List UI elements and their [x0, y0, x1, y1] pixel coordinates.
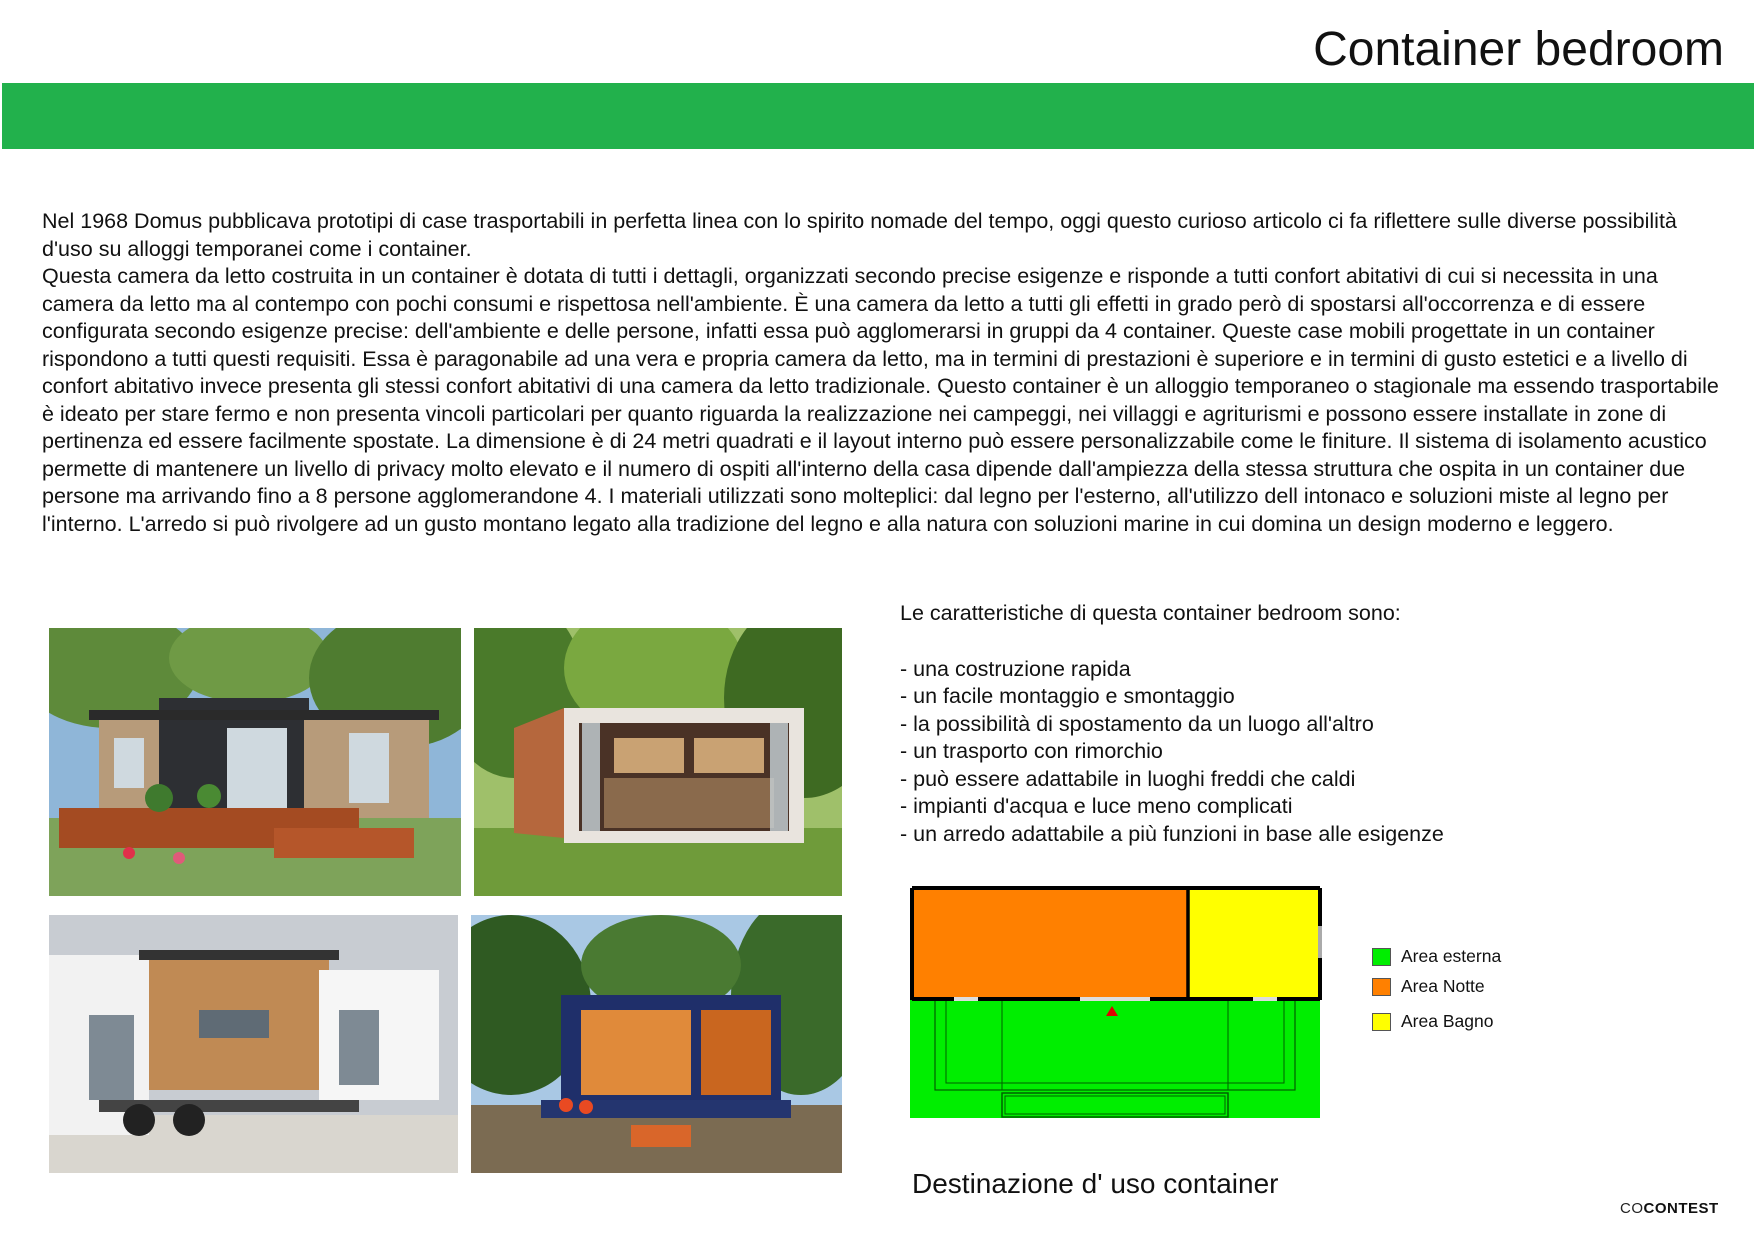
intro-paragraph: Questa camera da letto costruita in un container è dotata di tutti i dettagli, organizzati secondo precise esigenze e risponde a tutti confort abitativi di cui si necessita in una camera da letto ma al contempo con pochi consumi e rispettosa nell'ambiente. È una camera da letto a tutti gli effetti in grado però di spostarsi all'occorrenza e di essere configurata secondo esigenze precise: dell'ambiente e delle persone, infatti essa può agglomerarsi in gruppi da 4 container. Queste case mobili progettate in un container rispondono a tutti questi requisiti. Essa è paragonabile ad una vera e propria camera da letto, ma in termini di prestazioni è superiore e in termini di gusto estetici e a livello di confort abitativo invece presenta gli stessi confort abitativi di una camera da letto tradizionale. Questo container è un alloggio temporaneo o stagionale ma essendo trasportabile è ideato per stare fermo e non presenta vincoli particolari per quanto riguarda la realizzazione nei campeggi, nei villaggi e agriturismi e possono essere installate in zone di pertinenza ed essere facilmente spostate. La dimensione è di 24 metri quadrati e il layout interno può essere personalizzabile come le finiture. Il sistema di isolamento acustico permette di mantenere un livello di privacy molto elevato e il numero di ospiti all'interno della casa dipende dall'ampiezza della stessa struttura che ospita in un container due persone ma arrivando fino a 8 persone agglomerandone 4. I materiali utilizzati sono molteplici: dal legno per l'esterno, all'utilizzo dell intonaco e soluzioni miste al legno per l'interno. L'arredo si può rivolgere ad un gusto montano legato alla tradizione del legno e alla natura con soluzioni marine in cui domina un design moderno e leggero. [42, 264, 1719, 536]
list-item: - un arredo adattabile a più funzioni in base alle esigenze [900, 821, 1444, 846]
list-item: - una costruzione rapida [900, 656, 1131, 681]
legend-label: Area Bagno [1401, 1011, 1494, 1031]
features-block [900, 600, 1444, 848]
legend-swatch [1372, 948, 1391, 966]
legend-label: Area Notte [1401, 976, 1485, 996]
list-item: - impianti d'acqua e luce meno complicati [900, 794, 1293, 818]
brand-prefix: CO [1620, 1200, 1644, 1217]
legend-item-area-notte [1372, 976, 1485, 997]
photo-container-on-wheels [49, 915, 458, 1173]
intro-paragraph: Nel 1968 Domus pubblicava prototipi di case trasportabili in perfetta linea con lo spirito nomade del tempo, oggi questo curioso articolo ci fa riflettere sulle diverse possibilità d'uso su alloggi temporanei come i container. [42, 209, 1677, 261]
legend-swatch [1372, 978, 1391, 996]
photo-container-open-front [474, 628, 842, 896]
legend-item-area-esterna [1372, 946, 1501, 967]
floor-plan-diagram [910, 886, 1322, 1120]
legend-item-area-bagno [1372, 1011, 1493, 1032]
intro-text [42, 208, 1732, 538]
features-heading: Le caratteristiche di questa container bedroom sono: [900, 601, 1401, 625]
list-item: - un facile montaggio e smontaggio [900, 684, 1235, 708]
list-item: - un trasporto con rimorchio [900, 739, 1163, 763]
photo-blue-shipping-container [471, 915, 842, 1173]
legend-label: Area esterna [1401, 946, 1502, 966]
list-item: - può essere adattabile in luoghi freddi che caldi [900, 766, 1356, 791]
photo-modular-house-deck [49, 628, 461, 896]
legend-swatch [1372, 1013, 1391, 1031]
list-item: - la possibilità di spostamento da un luogo all'altro [900, 711, 1374, 736]
area-notte-zone [913, 889, 1188, 998]
floor-plan-caption: Destinazione d' uso container [912, 1168, 1279, 1199]
page-title: Container bedroom [1313, 23, 1724, 76]
header-band [2, 83, 1754, 149]
brand-suffix: CONTEST [1643, 1200, 1719, 1217]
features-list [900, 656, 1444, 849]
brand-logo [1620, 1200, 1719, 1217]
area-bagno-zone [1188, 889, 1318, 998]
